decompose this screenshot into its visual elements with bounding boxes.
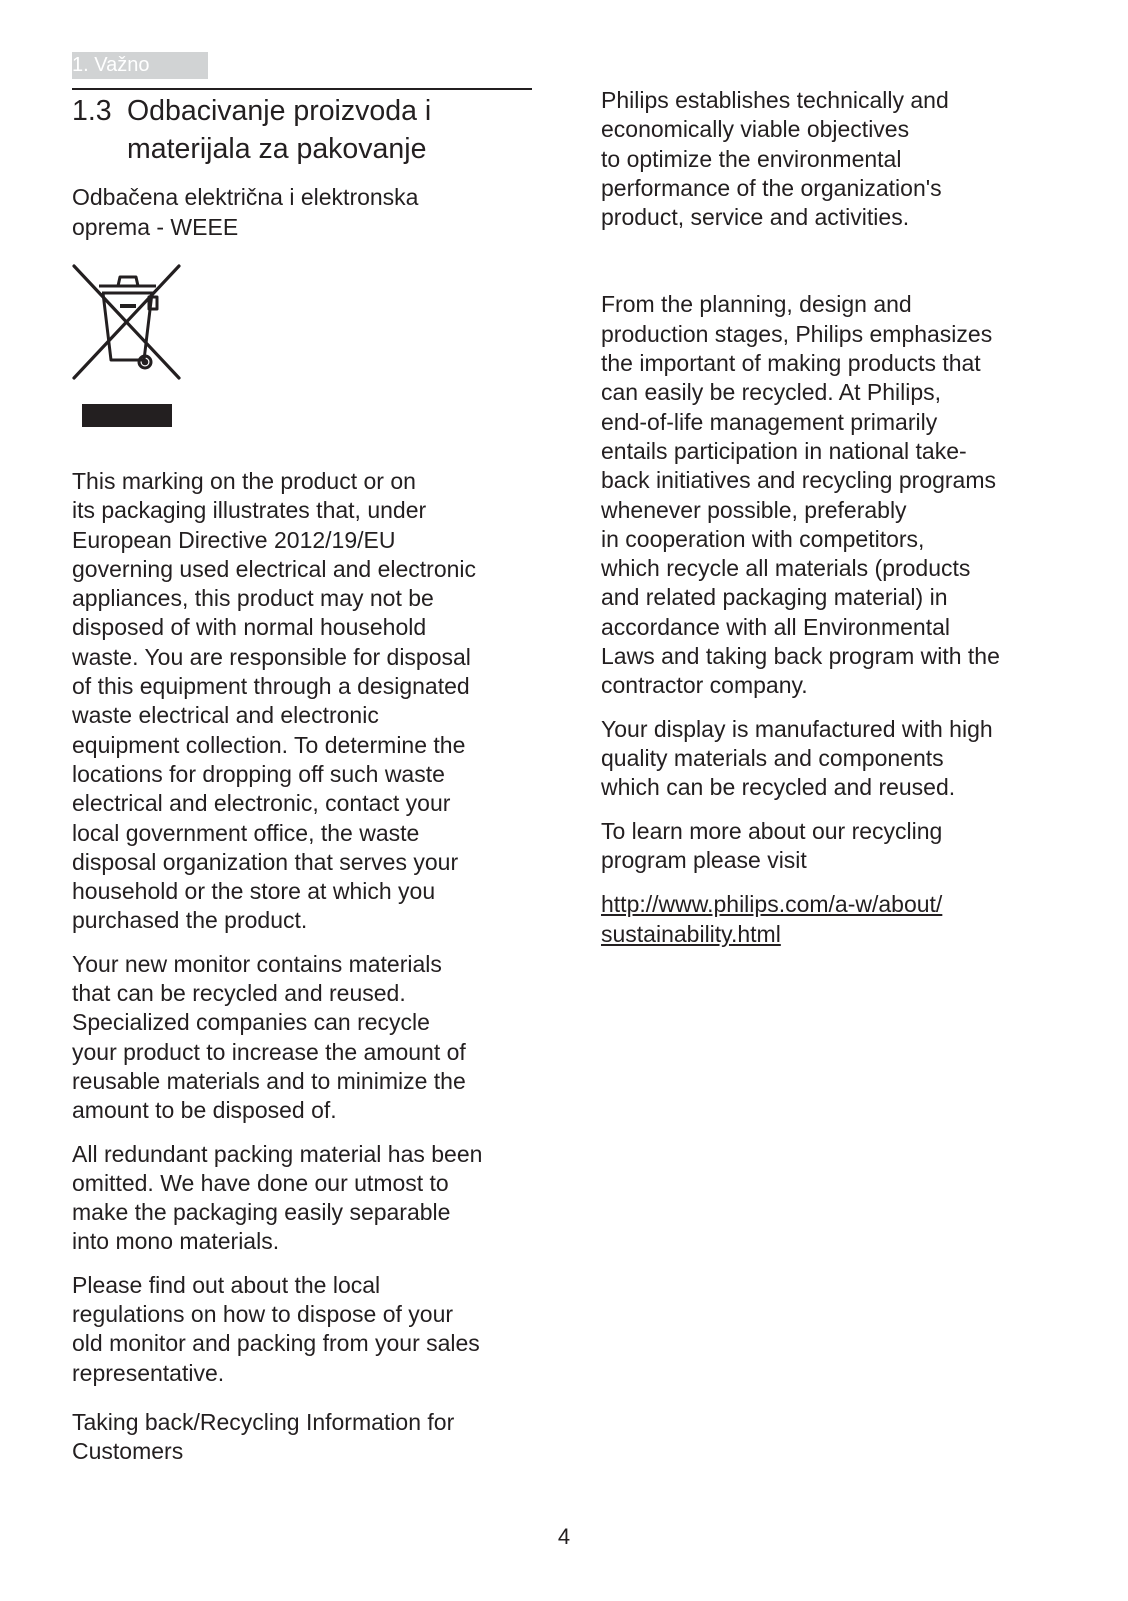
paragraph-learn-more bbox=[601, 817, 1046, 876]
text-line: local government office, the waste bbox=[72, 819, 420, 846]
text-line: accordance with all Environmental bbox=[601, 613, 951, 640]
weee-subheading bbox=[72, 182, 532, 242]
heading-rule bbox=[72, 88, 532, 90]
text-line: This marking on the product or on bbox=[72, 468, 416, 494]
text-line: in cooperation with competitors, bbox=[601, 525, 925, 552]
text-line: Your new monitor contains materials bbox=[72, 950, 442, 977]
paragraph-recyclable-materials bbox=[72, 950, 532, 1126]
text-line: of this equipment through a designated bbox=[72, 673, 470, 700]
text-line: contractor company. bbox=[601, 672, 808, 699]
text-line: waste electrical and electronic bbox=[72, 702, 379, 729]
text-line: end-of-life management primarily bbox=[601, 408, 938, 435]
page-number: 4 bbox=[557, 1524, 571, 1549]
paragraph-planning-design bbox=[601, 290, 1046, 700]
text-line: which recycle all materials (products bbox=[601, 555, 971, 582]
section-title-line-2: materijala za pakovanje bbox=[127, 133, 427, 165]
text-line: representative. bbox=[72, 1359, 225, 1386]
text-line: equipment collection. To determine the bbox=[72, 731, 466, 758]
text-line: make the packaging easily separable bbox=[72, 1199, 451, 1226]
section-number: 1.3 bbox=[72, 95, 112, 127]
text-line: economically viable objectives bbox=[601, 116, 910, 143]
text-line: production stages, Philips emphasizes bbox=[601, 320, 993, 347]
text-line: back initiatives and recycling programs bbox=[601, 467, 997, 494]
right-column bbox=[601, 86, 1046, 949]
text-line: appliances, this product may not be bbox=[72, 585, 434, 612]
paragraph-philips-objectives bbox=[601, 86, 1046, 232]
text-line: All redundant packing material has been bbox=[72, 1140, 483, 1167]
link-line-1[interactable]: http://www.philips.com/a-w/about/ bbox=[601, 891, 943, 918]
text-line: waste. You are responsible for disposal bbox=[72, 643, 471, 670]
text-line: purchased the product. bbox=[72, 907, 308, 934]
paragraph-local-regulations bbox=[72, 1271, 532, 1388]
text-line: entails participation in national take- bbox=[601, 437, 967, 464]
paragraph-weee-marking bbox=[72, 467, 532, 936]
section-heading bbox=[72, 92, 532, 168]
text-line: old monitor and packing from your sales bbox=[72, 1330, 480, 1357]
text-line: European Directive 2012/19/EU bbox=[72, 526, 396, 553]
subheading-line-2: oprema - WEEE bbox=[72, 214, 239, 240]
text-line: to optimize the environmental bbox=[601, 145, 902, 172]
text-line: household or the store at which you bbox=[72, 878, 436, 905]
text-line: From the planning, design and bbox=[601, 291, 912, 318]
paragraph-display-materials bbox=[601, 715, 1046, 803]
text-line: quality materials and components bbox=[601, 744, 944, 771]
text-line: and related packaging material) in bbox=[601, 584, 948, 611]
crossed-out-wheelie-bin-icon bbox=[72, 264, 184, 434]
text-line: Specialized companies can recycle bbox=[72, 1009, 430, 1036]
text-line: disposal organization that serves your bbox=[72, 848, 459, 875]
text-line: Your display is manufactured with high bbox=[601, 715, 993, 742]
heading-line-1: Taking back/Recycling Information for bbox=[72, 1408, 455, 1435]
text-line: can easily be recycled. At Philips, bbox=[601, 379, 942, 406]
text-line: Please find out about the local bbox=[72, 1271, 381, 1298]
text-line: into mono materials. bbox=[72, 1228, 280, 1255]
text-line: whenever possible, preferably bbox=[601, 496, 907, 523]
text-line: its packaging illustrates that, under bbox=[72, 497, 427, 524]
text-line: regulations on how to dispose of your bbox=[72, 1301, 454, 1328]
text-line: amount to be disposed of. bbox=[72, 1097, 337, 1124]
section-title bbox=[127, 92, 532, 168]
link-line-2[interactable]: sustainability.html bbox=[601, 921, 781, 948]
text-line: the important of making products that bbox=[601, 350, 981, 377]
text-line: Laws and taking back program with the bbox=[601, 643, 1000, 670]
text-line: locations for dropping off such waste bbox=[72, 760, 445, 787]
text-line: program please visit bbox=[601, 846, 807, 873]
text-line: disposed of with normal household bbox=[72, 614, 427, 641]
text-line: electrical and electronic, contact your bbox=[72, 790, 451, 817]
text-line: To learn more about our recycling bbox=[601, 817, 943, 844]
heading-line-2: Customers bbox=[72, 1438, 184, 1465]
sustainability-link[interactable] bbox=[601, 889, 1046, 949]
left-column bbox=[72, 88, 532, 1467]
text-line: performance of the organization's bbox=[601, 174, 942, 201]
text-line: Philips establishes technically and bbox=[601, 87, 949, 113]
subheading-line-1: Odbačena električna i elektronska bbox=[72, 184, 419, 210]
text-line: product, service and activities. bbox=[601, 204, 910, 231]
text-line: that can be recycled and reused. bbox=[72, 980, 406, 1007]
text-line: reusable materials and to minimize the bbox=[72, 1067, 466, 1094]
text-line: which can be recycled and reused. bbox=[601, 774, 956, 801]
text-line: your product to increase the amount of bbox=[72, 1038, 466, 1065]
recycling-info-heading bbox=[72, 1408, 532, 1467]
section-title-line-1: Odbacivanje proizvoda i bbox=[127, 95, 432, 127]
text-line: omitted. We have done our utmost to bbox=[72, 1169, 449, 1196]
text-line: governing used electrical and electronic bbox=[72, 555, 477, 582]
chapter-tab: 1. Važno bbox=[72, 52, 208, 79]
paragraph-packing-material bbox=[72, 1140, 532, 1257]
